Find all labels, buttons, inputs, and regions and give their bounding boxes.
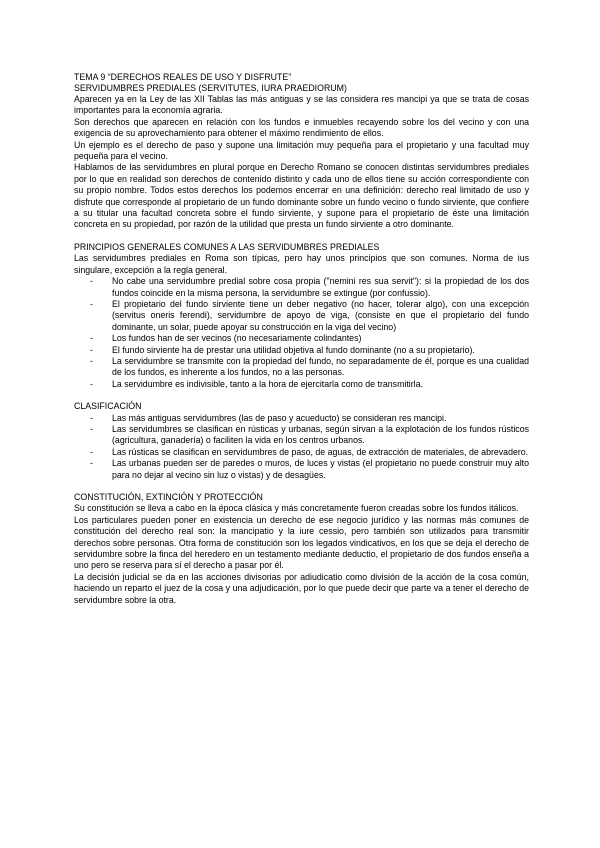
dash-bullet: - bbox=[90, 344, 93, 355]
dash-bullet: - bbox=[90, 378, 93, 389]
dash-bullet: - bbox=[90, 276, 93, 287]
section-paragraph: Su constitución se lleva a cabo en la época clásica y más concretamente fueron creadas sobre los fundos itálicos. bbox=[74, 503, 519, 514]
section-paragraph: La decisión judicial se da en las acciones divisorias por adiudicatio como división de la acción de la cosa común, haciendo un reparto el juez de la cosa y una adjudicación, por lo que puede decir que parte va a tener el derecho de servidumbre sobre la otra. bbox=[74, 571, 529, 605]
section-constitucion bbox=[74, 492, 529, 606]
list-item: - El propietario del fundo sirviente tiene un deber negativo (no hacer, tolerar algo), con una excepción (servitus oneris ferendi), servidumbre de apoyo de viga, (consiste en que el propietario del fundo dominante, un solar, puede apoyar su construcción en la viga del vecino) bbox=[90, 298, 529, 332]
dash-bullet: - bbox=[90, 333, 93, 344]
list-item: - Las rústicas se clasifican en servidumbres de paso, de aguas, de extracción de materiales, de abrevadero. bbox=[90, 446, 529, 457]
intro-paragraph: Son derechos que aparecen en relación con los fundos e inmuebles recayendo sobre los del vecino y con una exigencia de su aprovechamiento para obtener el máximo rendimiento de ellos. bbox=[74, 116, 529, 139]
dash-bullet: - bbox=[90, 412, 93, 423]
intro-paragraph: Un ejemplo es el derecho de paso y supone una limitación muy pequeña para el propietario y una facultad muy pequeña para el vecino. bbox=[74, 139, 529, 162]
section-title: CONSTITUCIÓN, EXTINCIÓN Y PROTECCIÓN bbox=[74, 492, 263, 502]
section-paragraph: Los particulares pueden poner en existencia un derecho de ese negocio jurídico y las normas más comunes de constitución del derecho real son: la mancipatio y la iure cessio, pero también son utilizados para transmitir derechos sobre personas. Otra forma de constitución son los legados vindicativos, en los que se deja el derecho de servidumbre sobre la finca del heredero en un testamento mediante deductio, el propietario de dos fundos enseña a uno pero se reserva para sí el derecho a pasar por él. bbox=[74, 514, 529, 571]
dash-bullet: - bbox=[90, 446, 93, 457]
list-item: - Las urbanas pueden ser de paredes o muros, de luces y vistas (el propietario no puede construir muy alto para no dejar al vecino sin luz o vistas) y de desagües. bbox=[90, 458, 529, 480]
list-item: - No cabe una servidumbre predial sobre cosa propia ("nemini res sua servit"): si la propiedad de los dos fundos coincide en la misma persona, la servidumbre se extingue (por confussio). bbox=[90, 276, 529, 298]
section-principios bbox=[74, 242, 529, 390]
intro-paragraph: Aparecen ya en la Ley de las XII Tablas las más antiguas y se las considera res mancipi ya que se trata de cosas importantes para la economía agraria. bbox=[74, 94, 529, 116]
section-title: CLASIFICACIÓN bbox=[74, 401, 142, 412]
clasificacion-list bbox=[74, 413, 529, 481]
list-item: - Los fundos han de ser vecinos (no necesariamente colindantes) bbox=[90, 333, 362, 344]
document-subtitle: SERVIDUMBRES PREDIALES (SERVITUTES, IURA PRAEDIORUM) bbox=[74, 83, 347, 93]
document-page bbox=[74, 72, 529, 606]
dash-bullet: - bbox=[90, 355, 93, 366]
principios-list bbox=[74, 276, 529, 390]
list-item: - La servidumbre es indivisible, tanto a la hora de ejercitarla como de transmitirla. bbox=[90, 378, 423, 389]
list-item: - La servidumbre se transmite con la propiedad del fundo, no separadamente de él, porque es una cualidad de los fundos, es inherente a los fundos, no a las personas. bbox=[90, 355, 529, 378]
dash-bullet: - bbox=[90, 423, 93, 434]
intro-paragraph: Hablamos de las servidumbres en plural porque en Derecho Romano se conocen distintas servidumbres prediales por lo que en realidad son derechos de contenido distinto y cada uno de ellos tiene su acción correspondiente con su propio nombre. Todos estos derechos los podemos encerrar en una definición: derecho real limitado de uso y disfrute que corresponde al propietario de un fundo dominante sobre un fundo vecino o fundo sirviente, que confiere a su titular una facultad concreta sobre el fundo sirviente, y supone para el propietario de éste una limitación concreta en su propiedad, por razón de la utilidad que presta un fundo sirviente a otro dominante. bbox=[74, 162, 529, 230]
list-item: - Las servidumbres se clasifican en rústicas y urbanas, según sirvan a la explotación de los fundos rústicos (agricultura, ganadería) o faciliten la vida en los centros urbanos. bbox=[90, 423, 529, 446]
dash-bullet: - bbox=[90, 298, 93, 309]
section-clasificacion bbox=[74, 401, 529, 481]
section-intro: Las servidumbres prediales en Roma son típicas, pero hay unos principios que son comunes. Norma de ius singulare, excepción a la regla general. bbox=[74, 253, 529, 275]
dash-bullet: - bbox=[90, 458, 93, 469]
document-title: TEMA 9 “DERECHOS REALES DE USO Y DISFRUTE” bbox=[74, 72, 292, 82]
list-item: - Las más antiguas servidumbres (las de paso y acueducto) se consideran res mancipi. bbox=[90, 412, 447, 423]
list-item: - El fundo sirviente ha de prestar una utilidad objetiva al fundo dominante (no a su propietario). bbox=[90, 344, 475, 355]
section-title: PRINCIPIOS GENERALES COMUNES A LAS SERVIDUMBRES PREDIALES bbox=[74, 241, 380, 252]
